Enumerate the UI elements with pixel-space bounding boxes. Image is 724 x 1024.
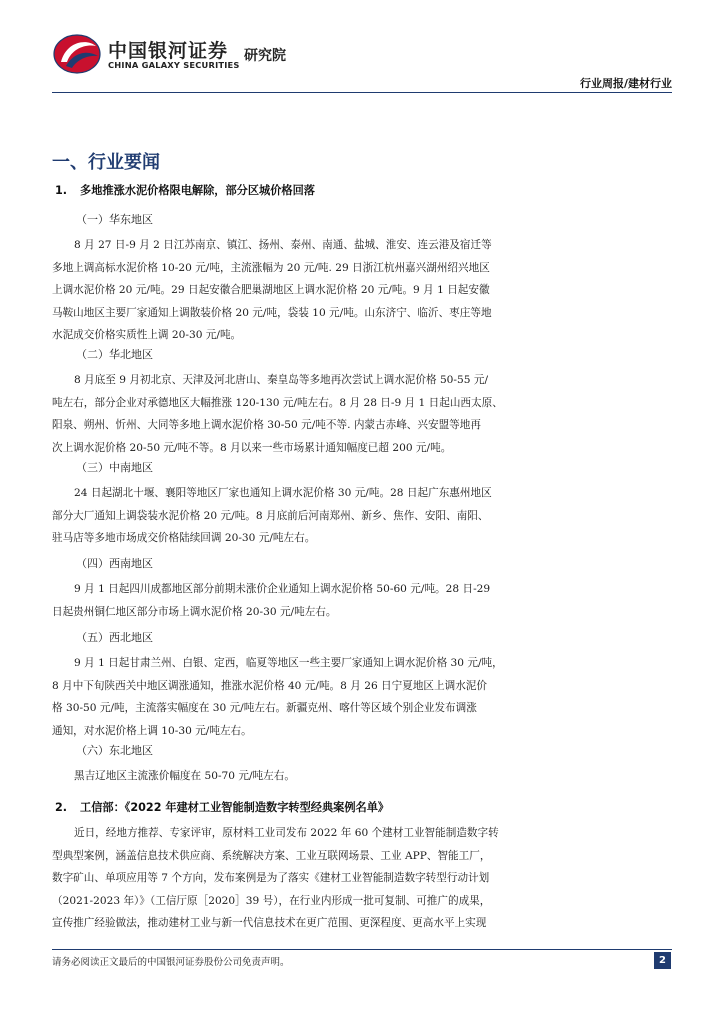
region-heading-northeast: （六）东北地区	[76, 744, 153, 757]
paragraph-line: 宣传推广经验做法，推动建材工业与新一代信息技术在更广范围、更深程度、更高水平上实现	[52, 917, 487, 929]
news-item-title-2	[55, 799, 389, 815]
paragraph-line: 24 日起湖北十堰、襄阳等地区厂家也通知上调水泥价格 30 元/吨。28 日起广东惠州地区	[74, 487, 492, 499]
paragraph-line: 上调水泥价格 20 元/吨。29 日起安徽合肥巢湖地区上调水泥价格 20 元/吨。9 月 1 日起安徽	[52, 284, 490, 296]
brand-name-en: CHINA GALAXY SECURITIES	[108, 60, 240, 70]
paragraph-line: （2021-2023 年）》（工信厅原［2020］39 号），在行业内形成一批可复制、可推广的成果，	[52, 894, 491, 907]
region-heading-northwest: （五）西北地区	[76, 631, 153, 644]
paragraph-line: 驻马店等多地市场成交价格陆续回调 20-30 元/吨左右。	[52, 532, 316, 544]
brand-name-cn: 中国银河证券	[108, 40, 229, 62]
galaxy-logo-icon	[52, 32, 102, 80]
paragraph-line: 通知，对水泥价格上调 10-30 元/吨左右。	[52, 724, 252, 737]
region-heading-central-south: （三）中南地区	[76, 461, 153, 474]
paragraph-line: 多地上调高标水泥价格 10-20 元/吨，主流涨幅为 20 元/吨. 29 日浙江杭州嘉兴湖州绍兴地区	[52, 261, 490, 274]
news-item-number: 2.	[55, 801, 68, 814]
news-item-number: 1.	[55, 184, 68, 197]
header-divider	[52, 92, 672, 93]
paragraph-line: 黑吉辽地区主流涨价幅度在 50-70 元/吨左右。	[74, 770, 295, 782]
region-paragraph-central-south	[52, 482, 552, 550]
page-number: 2	[654, 952, 671, 969]
paragraph-line: 8 月中下旬陕西关中地区调涨通知，推涨水泥价格 40 元/吨。8 月 26 日宁夏地区上调水泥价	[52, 679, 487, 692]
paragraph-line: 格 30-50 元/吨，主流落实幅度在 30 元/吨左右。新疆克州、喀什等区域个别企业发布调涨	[52, 702, 477, 714]
paragraph-line: 型典型案例，涵盖信息技术供应商、系统解决方案、工业互联网场景、工业 APP、智能工厂，	[52, 849, 491, 862]
region-paragraph-northeast	[52, 765, 552, 788]
region-paragraph-east	[52, 234, 552, 347]
paragraph-line: 8 月 27 日-9 月 2 日江苏南京、镇江、扬州、泰州、南通、盐城、淮安、连云港及宿迁等	[74, 239, 492, 251]
paragraph-line: 9 月 1 日起甘肃兰州、白银、定西，临夏等地区一些主要厂家通知上调水泥价格 30 元/吨，	[74, 657, 503, 669]
paragraph-line: 阳泉、朔州、忻州、大同等多地上调水泥价格 30-50 元/吨不等. 内蒙古赤峰、兴安盟等地再	[52, 419, 481, 431]
news-item-paragraph-2	[52, 822, 552, 935]
disclaimer-note: 请务必阅读正文最后的中国银河证券股份公司免责声明。	[52, 957, 290, 968]
paragraph-line: 8 月底至 9 月初北京、天津及河北唐山、秦皇岛等多地再次尝试上调水泥价格 50-55 元/	[74, 374, 489, 386]
paragraph-line: 近日，经地方推荐、专家评审，原材料工业司发布 2022 年 60 个建材工业智能制造数字转	[74, 827, 499, 839]
footer-divider	[52, 949, 672, 950]
region-heading-north: （二）华北地区	[76, 348, 153, 361]
report-category: 行业周报/建材行业	[579, 77, 672, 90]
region-heading-southwest: （四）西南地区	[76, 557, 153, 570]
brand-institute: 研究院	[244, 48, 286, 64]
paragraph-line: 部分大厂通知上调袋装水泥价格 20 元/吨。8 月底前后河南郑州、新乡、焦作、安阳、南阳、	[52, 509, 489, 522]
news-item-title-text: 工信部：《2022 年建材工业智能制造数字转型经典案例名单》	[80, 801, 390, 814]
paragraph-line: 水泥成交价格实质性上调 20-30 元/吨。	[52, 329, 242, 341]
region-paragraph-northwest	[52, 652, 552, 742]
region-paragraph-north	[52, 369, 552, 459]
section-title: 一、行业要闻	[52, 152, 160, 173]
news-item-title-1	[55, 182, 315, 198]
news-item-title-text: 多地推涨水泥价格限电解除，部分区城价格回落	[80, 184, 315, 197]
paragraph-line: 吨左右，部分企业对承德地区大幅推涨 120-130 元/吨左右。8 月 28 日-9 月 1 日起山西太原、	[52, 396, 503, 409]
paragraph-line: 次上调水泥价格 20-50 元/吨不等。8 月以来一些市场累计通知幅度已超 200 元/吨。	[52, 441, 452, 454]
paragraph-line: 数字矿山、单项应用等 7 个方向，发布案例是为了落实《建材工业智能制造数字转型行动计划	[52, 872, 490, 884]
paragraph-line: 日起贵州铜仁地区部分市场上调水泥价格 20-30 元/吨左右。	[52, 605, 337, 618]
paragraph-line: 马鞍山地区主要厂家通知上调散装价格 20 元/吨，袋装 10 元/吨。山东济宁、临沂、枣庄等地	[52, 306, 492, 319]
region-heading-east: （一）华东地区	[76, 213, 153, 226]
region-paragraph-southwest	[52, 578, 552, 623]
paragraph-line: 9 月 1 日起四川成都地区部分前期未涨价企业通知上调水泥价格 50-60 元/吨。28 日-29	[74, 583, 491, 595]
